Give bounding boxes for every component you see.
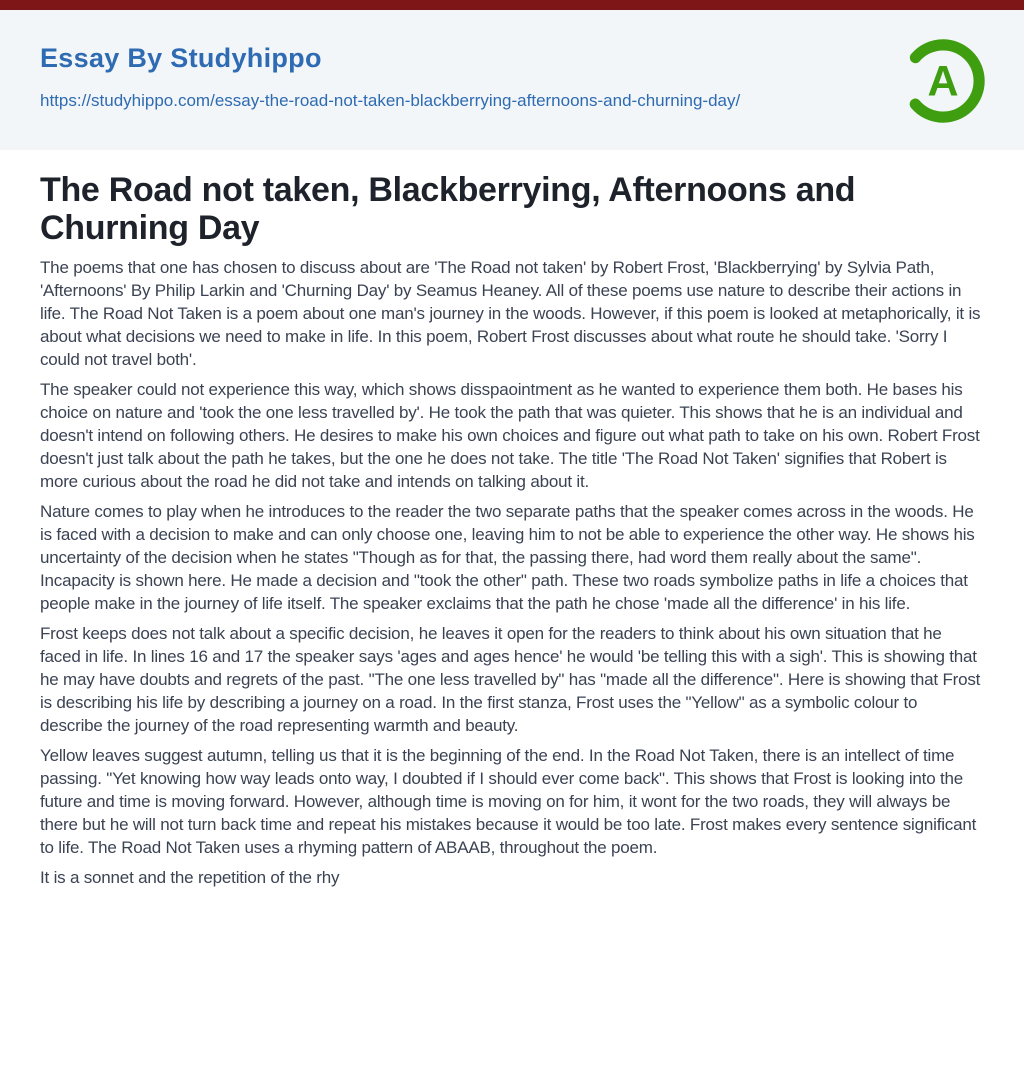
essay-paragraph: Frost keeps does not talk about a specific decision, he leaves it open for the readers to think about his own situation that he faced in life. In lines 16 and 17 the speaker says 'ages and ages hence' he would 'be telling this with a sigh'. This is showing that he may have doubts and regrets of the past. "The one less travelled by" has "made all the difference". Here is showing that Frost is describing his life by describing a journey on a road. In the first stanza, Frost uses the "Yellow" as a symbolic colour to describe the journey of the road representing warmth and beauty. <box>40 624 981 735</box>
essay-body <box>40 256 984 889</box>
essay-paragraph: The poems that one has chosen to discuss about are 'The Road not taken' by Robert Frost, 'Blackberrying' by Sylvia Path, 'Afternoons' By Philip Larkin and 'Churning Day' by Seamus Heaney. All of these poems use nature to describe their actions in life. The Road Not Taken is a poem about one man's journey in the woods. However, if this poem is looked at metaphorically, it is about what decisions we need to make in life. In this poem, Robert Frost discusses about what route he should take. 'Sorry I could not travel both'. <box>40 258 981 369</box>
article <box>0 171 1024 889</box>
logo-arc-icon <box>900 38 986 124</box>
essay-paragraph: Yellow leaves suggest autumn, telling us that it is the beginning of the end. In the Road Not Taken, there is an intellect of time passing. "Yet knowing how way leads onto way, I doubted if I should ever come back". This shows that Frost is looking into the future and time is moving forward. However, although time is moving on for him, it wont for the two roads, they will always be there but he will not turn back time and repeat his mistakes because it would be too late. Frost makes every sentence significant to life. The Road Not Taken uses a rhyming pattern of ABAAB, throughout the poem. <box>40 746 977 857</box>
studyhippo-logo <box>900 38 986 124</box>
essay-title: The Road not taken, Blackberrying, Afternoons and Churning Day <box>40 171 856 247</box>
page-header <box>0 10 1024 150</box>
essay-url-link[interactable]: https://studyhippo.com/essay-the-road-not-taken-blackberrying-afternoons-and-churning-day/ <box>40 91 741 111</box>
essay-paragraph: The speaker could not experience this way, which shows disspaointment as he wanted to experience them both. He bases his choice on nature and 'took the one less travelled by'. He took the path that was quieter. This shows that he is an individual and doesn't intend on following others. He desires to make his own choices and figure out what path to take on his own. Robert Frost doesn't just talk about the path he takes, but the one he does not take. The title 'The Road Not Taken' signifies that Robert is more curious about the road he did not take and intends on talking about it. <box>40 380 980 491</box>
site-title: Essay By Studyhippo <box>40 43 322 73</box>
essay-paragraph: Nature comes to play when he introduces to the reader the two separate paths that the speaker comes across in the woods. He is faced with a decision to make and can only choose one, leaving him to not be able to experience the other way. He shows his uncertainty of the decision when he states "Though as for that, the passing there, had word them really about the same". Incapacity is shown here. He made a decision and "took the other" path. These two roads symbolize paths in life a choices that people make in the journey of life itself. The speaker exclaims that the path he chose 'made all the difference' in his life. <box>40 502 975 613</box>
top-accent-bar <box>0 0 1024 10</box>
essay-paragraph: It is a sonnet and the repetition of the rhy <box>40 868 340 887</box>
logo-letter: A <box>927 57 959 106</box>
